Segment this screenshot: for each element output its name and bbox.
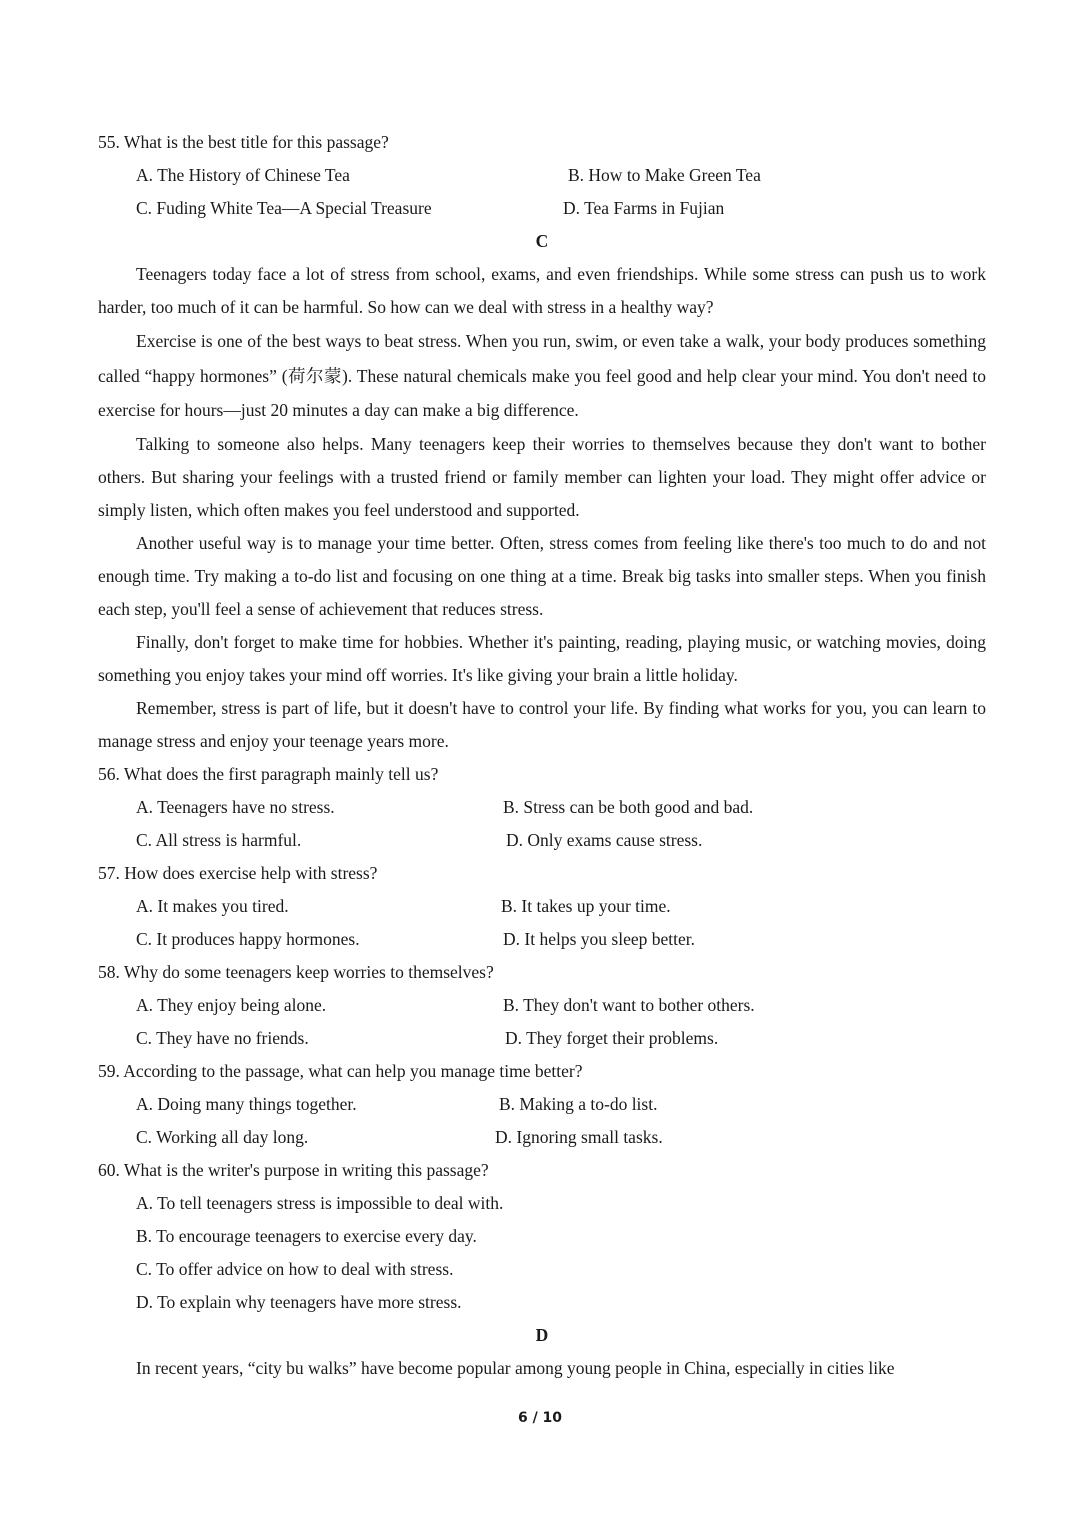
question-56: 56. What does the first paragraph mainly tell us?	[98, 763, 439, 784]
question-56-options-row2	[98, 824, 986, 857]
question-57-options-row2	[98, 923, 986, 956]
option-58-a: A. They enjoy being alone.	[136, 994, 327, 1015]
option-58-b: B. They don't want to bother others.	[503, 994, 755, 1015]
question-59: 59. According to the passage, what can help you manage time better?	[98, 1060, 583, 1081]
question-58-options-row1	[98, 989, 986, 1022]
passage-c-paragraph-3: Talking to someone also helps. Many teenagers keep their worries to themselves because they don't want to bother others. But sharing your feelings with a trusted friend or family member can lighten your load. They might offer advice or simply listen, which often makes you feel understood and supported.	[98, 433, 986, 520]
question-56-options-row1	[98, 791, 986, 824]
option-58-d: D. They forget their problems.	[505, 1027, 719, 1048]
option-57-d: D. It helps you sleep better.	[503, 928, 695, 949]
question-59-options-row1	[98, 1088, 986, 1121]
question-58-options-row2	[98, 1022, 986, 1055]
option-55-b: B. How to Make Green Tea	[568, 165, 761, 185]
passage-c-paragraph-4: Another useful way is to manage your time better. Often, stress comes from feeling like there's too much to do and not enough time. Try making a to-do list and focusing on one thing at a time. Break big tasks into smaller steps. When you finish each step, you'll feel a sense of achievement that reduces stress.	[98, 532, 986, 619]
option-56-a: A. Teenagers have no stress.	[136, 796, 335, 817]
section-heading-c: C	[535, 231, 549, 251]
option-59-a: A. Doing many things together.	[136, 1093, 357, 1114]
question-58: 58. Why do some teenagers keep worries to themselves?	[98, 961, 494, 982]
option-57-b: B. It takes up your time.	[501, 895, 671, 916]
question-60: 60. What is the writer's purpose in writing this passage?	[98, 1159, 489, 1180]
question-55: 55. What is the best title for this passage?	[98, 132, 389, 152]
question-55-options-row2	[98, 192, 986, 225]
passage-c-paragraph-1: Teenagers today face a lot of stress from school, exams, and even friendships. While some stress can push us to work harder, too much of it can be harmful. So how can we deal with stress in a healthy way?	[98, 264, 986, 317]
passage-d-paragraph-1: In recent years, “city bu walks” have become popular among young people in China, especially in cities like	[136, 1357, 895, 1378]
exam-page	[98, 126, 986, 1385]
passage-c-paragraph-2: Exercise is one of the best ways to beat stress. When you run, swim, or even take a walk, your body produces something called “happy hormones” (荷尔蒙). These natural chemicals make you feel good and help clear your mind. You don't need to exercise for hours—just 20 minutes a day can make a big difference.	[98, 331, 986, 420]
option-55-d: D. Tea Farms in Fujian	[563, 198, 725, 218]
option-55-c: C. Fuding White Tea—A Special Treasure	[136, 198, 432, 218]
option-55-a: A. The History of Chinese Tea	[136, 165, 350, 185]
option-57-c: C. It produces happy hormones.	[136, 928, 360, 949]
question-57: 57. How does exercise help with stress?	[98, 862, 378, 883]
option-59-b: B. Making a to-do list.	[499, 1093, 658, 1114]
question-57-options-row1	[98, 890, 986, 923]
option-56-d: D. Only exams cause stress.	[506, 829, 703, 850]
option-60-c: C. To offer advice on how to deal with stress.	[136, 1258, 454, 1279]
option-60-b: B. To encourage teenagers to exercise every day.	[136, 1225, 477, 1246]
passage-c-paragraph-6: Remember, stress is part of life, but it doesn't have to control your life. By finding what works for you, you can learn to manage stress and enjoy your teenage years more.	[98, 697, 986, 751]
passage-c-paragraph-5: Finally, don't forget to make time for hobbies. Whether it's painting, reading, playing music, or watching movies, doing something you enjoy takes your mind off worries. It's like giving your brain a little holiday.	[98, 631, 986, 685]
section-heading-d: D	[535, 1324, 549, 1345]
option-56-c: C. All stress is harmful.	[136, 829, 302, 850]
option-60-d: D. To explain why teenagers have more stress.	[136, 1291, 462, 1312]
option-59-d: D. Ignoring small tasks.	[495, 1126, 663, 1147]
option-56-b: B. Stress can be both good and bad.	[503, 796, 754, 817]
option-58-c: C. They have no friends.	[136, 1027, 309, 1048]
option-60-a: A. To tell teenagers stress is impossible to deal with.	[136, 1192, 504, 1213]
option-59-c: C. Working all day long.	[136, 1126, 309, 1147]
question-55-options-row1	[98, 159, 986, 192]
page-number: 6 / 10	[517, 1410, 563, 1426]
question-59-options-row2	[98, 1121, 986, 1154]
option-57-a: A. It makes you tired.	[136, 895, 289, 916]
